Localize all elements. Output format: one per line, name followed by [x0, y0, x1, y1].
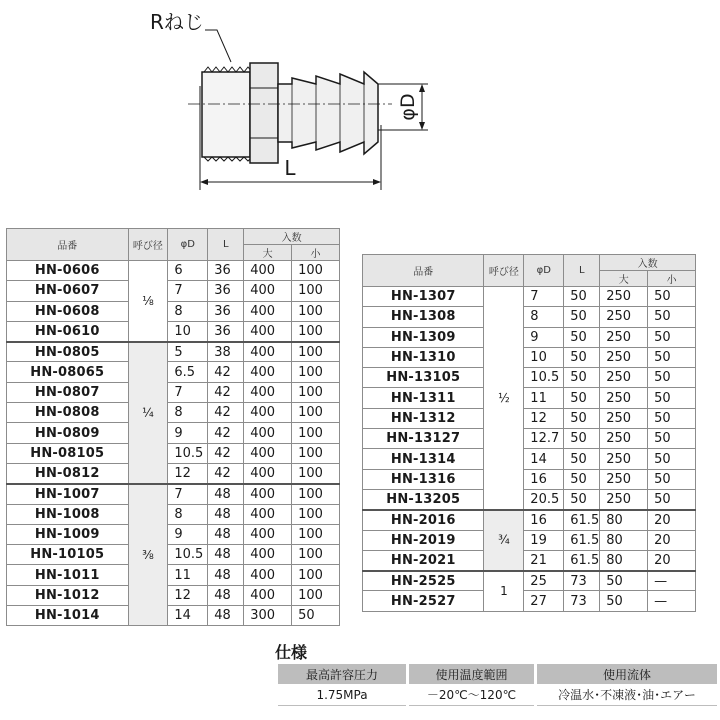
- diameter-value: 7: [168, 382, 208, 402]
- spec-value-fluid: 冷温水･不凍液･油･エアー: [537, 684, 717, 706]
- length-value: 36: [208, 281, 244, 301]
- part-number: HN-1307: [363, 287, 484, 307]
- part-number: HN-1312: [363, 408, 484, 428]
- qty-small-value: 100: [292, 403, 340, 423]
- length-value: 48: [208, 606, 244, 626]
- qty-large-value: 250: [600, 429, 648, 449]
- qty-large-value: 80: [600, 530, 648, 550]
- spec-value-pressure: 1.75MPa: [278, 684, 406, 706]
- header-large: 大: [244, 245, 292, 261]
- diameter-value: 9: [524, 327, 564, 347]
- diameter-value: 7: [168, 281, 208, 301]
- qty-small-value: 50: [648, 347, 696, 367]
- qty-small-value: 100: [292, 504, 340, 524]
- header-part-no: 品番: [363, 255, 484, 287]
- thread-teeth-top: [204, 67, 252, 72]
- table-row: [7, 565, 340, 585]
- diameter-value: 11: [524, 388, 564, 408]
- header-nominal: 呼び径: [484, 255, 524, 287]
- part-number: HN-1308: [363, 307, 484, 327]
- nominal-size: 1: [484, 571, 524, 612]
- qty-small-value: 50: [648, 388, 696, 408]
- length-value: 48: [208, 585, 244, 605]
- nominal-size: ¼: [128, 342, 168, 484]
- fitting-drawing-svg: [0, 0, 720, 210]
- part-number: HN-1007: [7, 484, 129, 504]
- hose-barb: [278, 72, 378, 154]
- qty-large-value: 400: [244, 321, 292, 341]
- part-number: HN-0807: [7, 382, 129, 402]
- table-row: [363, 287, 696, 307]
- qty-large-value: 400: [244, 463, 292, 483]
- qty-large-value: 400: [244, 585, 292, 605]
- length-value: 50: [564, 449, 600, 469]
- header-diameter: φD: [524, 255, 564, 287]
- length-value: 42: [208, 362, 244, 382]
- length-value: 61.5: [564, 510, 600, 530]
- diameter-value: 14: [524, 449, 564, 469]
- qty-large-value: 400: [244, 281, 292, 301]
- qty-large-value: 80: [600, 510, 648, 530]
- table-row: [363, 388, 696, 408]
- part-number: HN-08105: [7, 443, 129, 463]
- part-number: HN-0608: [7, 301, 129, 321]
- length-value: 50: [564, 347, 600, 367]
- qty-small-value: 100: [292, 545, 340, 565]
- qty-small-value: 50: [648, 287, 696, 307]
- qty-small-value: 50: [648, 429, 696, 449]
- qty-small-value: 20: [648, 530, 696, 550]
- table-row: [363, 449, 696, 469]
- table-row: [363, 408, 696, 428]
- diameter-value: 25: [524, 571, 564, 591]
- part-number: HN-1012: [7, 585, 129, 605]
- part-number: HN-2525: [363, 571, 484, 591]
- qty-small-value: 100: [292, 423, 340, 443]
- diameter-value: 9: [168, 524, 208, 544]
- qty-large-value: 400: [244, 565, 292, 585]
- qty-small-value: 100: [292, 281, 340, 301]
- length-value: 42: [208, 443, 244, 463]
- spec-title: 仕様: [275, 643, 308, 662]
- length-value: 50: [564, 429, 600, 449]
- length-value: 36: [208, 301, 244, 321]
- length-value: 61.5: [564, 550, 600, 570]
- table-row: [7, 382, 340, 402]
- diameter-value: 27: [524, 591, 564, 611]
- part-number: HN-0607: [7, 281, 129, 301]
- part-number: HN-1009: [7, 524, 129, 544]
- right-product-table: [362, 254, 696, 612]
- part-number: HN-13127: [363, 429, 484, 449]
- diameter-value: 10.5: [168, 443, 208, 463]
- diameter-label: φD: [397, 93, 419, 121]
- length-value: 42: [208, 463, 244, 483]
- diameter-value: 10.5: [524, 368, 564, 388]
- qty-small-value: 100: [292, 565, 340, 585]
- table-row: [363, 347, 696, 367]
- table-row: [363, 307, 696, 327]
- qty-large-value: 400: [244, 362, 292, 382]
- length-value: 61.5: [564, 530, 600, 550]
- table-row: [7, 261, 340, 281]
- qty-small-value: 100: [292, 301, 340, 321]
- left-table-body: [7, 261, 340, 626]
- header-large: 大: [600, 271, 648, 287]
- header-diameter: φD: [168, 229, 208, 261]
- length-value: 73: [564, 591, 600, 611]
- qty-large-value: 250: [600, 408, 648, 428]
- spec-value-temperature: －20℃～120℃: [409, 684, 534, 706]
- length-value: 38: [208, 342, 244, 362]
- diameter-value: 6.5: [168, 362, 208, 382]
- diameter-value: 9: [168, 423, 208, 443]
- qty-large-value: 400: [244, 545, 292, 565]
- qty-large-value: 250: [600, 287, 648, 307]
- qty-large-value: 80: [600, 550, 648, 570]
- qty-small-value: —: [648, 571, 696, 591]
- length-value: 73: [564, 571, 600, 591]
- length-value: 36: [208, 321, 244, 341]
- qty-small-value: 100: [292, 484, 340, 504]
- qty-small-value: 50: [292, 606, 340, 626]
- qty-large-value: 400: [244, 443, 292, 463]
- thread-teeth-bottom: [204, 157, 252, 161]
- diameter-value: 10.5: [168, 545, 208, 565]
- qty-small-value: 50: [648, 408, 696, 428]
- diameter-value: 16: [524, 469, 564, 489]
- qty-large-value: 250: [600, 347, 648, 367]
- part-number: HN-1316: [363, 469, 484, 489]
- part-number: HN-13205: [363, 489, 484, 509]
- right-table-body: [363, 287, 696, 612]
- diameter-value: 7: [168, 484, 208, 504]
- length-value: 36: [208, 261, 244, 281]
- part-number: HN-13105: [363, 368, 484, 388]
- diameter-value: 8: [168, 301, 208, 321]
- diameter-value: 12: [168, 585, 208, 605]
- qty-large-value: 50: [600, 591, 648, 611]
- spec-table: [275, 664, 720, 706]
- thread-leader-line: [205, 30, 231, 62]
- qty-large-value: 400: [244, 301, 292, 321]
- part-number: HN-2019: [363, 530, 484, 550]
- part-number: HN-0606: [7, 261, 129, 281]
- table-row: [363, 530, 696, 550]
- qty-small-value: 100: [292, 261, 340, 281]
- qty-small-value: 50: [648, 449, 696, 469]
- length-value: 50: [564, 307, 600, 327]
- table-row: [363, 327, 696, 347]
- nominal-size: ¾: [484, 510, 524, 571]
- table-row: [7, 281, 340, 301]
- table-row: [7, 362, 340, 382]
- qty-large-value: 400: [244, 403, 292, 423]
- table-row: [7, 585, 340, 605]
- diameter-value: 16: [524, 510, 564, 530]
- length-value: 48: [208, 524, 244, 544]
- length-label: L: [284, 156, 296, 180]
- thread-body: [202, 72, 250, 157]
- qty-small-value: 100: [292, 524, 340, 544]
- qty-large-value: 400: [244, 382, 292, 402]
- length-value: 50: [564, 388, 600, 408]
- qty-small-value: 20: [648, 510, 696, 530]
- part-number: HN-1008: [7, 504, 129, 524]
- left-product-table: [6, 228, 340, 626]
- table-row: [7, 545, 340, 565]
- diameter-value: 8: [168, 504, 208, 524]
- length-value: 48: [208, 504, 244, 524]
- qty-large-value: 50: [600, 571, 648, 591]
- header-small: 小: [292, 245, 340, 261]
- part-number: HN-0805: [7, 342, 129, 362]
- fitting-drawing: [0, 0, 720, 210]
- table-row: [7, 321, 340, 341]
- part-number: HN-0610: [7, 321, 129, 341]
- qty-large-value: 400: [244, 524, 292, 544]
- spec-header-temperature: 使用温度範囲: [409, 664, 534, 684]
- diameter-value: 11: [168, 565, 208, 585]
- header-length: L: [208, 229, 244, 261]
- table-row: [363, 489, 696, 509]
- qty-large-value: 250: [600, 388, 648, 408]
- table-row: [7, 484, 340, 504]
- part-number: HN-08065: [7, 362, 129, 382]
- diameter-value: 8: [524, 307, 564, 327]
- qty-small-value: 50: [648, 327, 696, 347]
- table-row: [7, 443, 340, 463]
- table-row: [7, 504, 340, 524]
- diameter-value: 5: [168, 342, 208, 362]
- qty-small-value: 100: [292, 362, 340, 382]
- diameter-value: 14: [168, 606, 208, 626]
- qty-large-value: 400: [244, 504, 292, 524]
- qty-small-value: 100: [292, 342, 340, 362]
- diameter-value: 8: [168, 403, 208, 423]
- diameter-value: 21: [524, 550, 564, 570]
- qty-large-value: 250: [600, 307, 648, 327]
- table-row: [7, 524, 340, 544]
- diameter-value: 19: [524, 530, 564, 550]
- table-row: [7, 342, 340, 362]
- qty-small-value: —: [648, 591, 696, 611]
- part-number: HN-1310: [363, 347, 484, 367]
- qty-large-value: 400: [244, 423, 292, 443]
- qty-small-value: 100: [292, 463, 340, 483]
- part-number: HN-0809: [7, 423, 129, 443]
- qty-large-value: 250: [600, 469, 648, 489]
- length-value: 42: [208, 382, 244, 402]
- part-number: HN-1011: [7, 565, 129, 585]
- table-row: [7, 606, 340, 626]
- length-value: 50: [564, 408, 600, 428]
- header-part-no: 品番: [7, 229, 129, 261]
- nominal-size: ⅛: [128, 261, 168, 342]
- qty-large-value: 300: [244, 606, 292, 626]
- qty-large-value: 400: [244, 484, 292, 504]
- qty-large-value: 250: [600, 327, 648, 347]
- diameter-value: 12: [524, 408, 564, 428]
- length-value: 42: [208, 423, 244, 443]
- length-value: 48: [208, 484, 244, 504]
- part-number: HN-1014: [7, 606, 129, 626]
- length-value: 50: [564, 489, 600, 509]
- part-number: HN-1314: [363, 449, 484, 469]
- qty-large-value: 250: [600, 489, 648, 509]
- table-row: [7, 301, 340, 321]
- table-row: [363, 591, 696, 611]
- header-nominal: 呼び径: [128, 229, 168, 261]
- thread-label: Rねじ: [150, 10, 204, 34]
- part-number: HN-1309: [363, 327, 484, 347]
- table-row: [363, 469, 696, 489]
- qty-small-value: 100: [292, 321, 340, 341]
- table-row: [363, 550, 696, 570]
- spec-header-fluid: 使用流体: [537, 664, 717, 684]
- qty-large-value: 400: [244, 261, 292, 281]
- table-row: [7, 423, 340, 443]
- part-number: HN-0812: [7, 463, 129, 483]
- header-small: 小: [648, 271, 696, 287]
- part-number: HN-10105: [7, 545, 129, 565]
- part-number: HN-2527: [363, 591, 484, 611]
- part-number: HN-2016: [363, 510, 484, 530]
- part-number: HN-0808: [7, 403, 129, 423]
- diameter-value: 10: [168, 321, 208, 341]
- table-row: [363, 429, 696, 449]
- length-value: 50: [564, 469, 600, 489]
- qty-small-value: 50: [648, 469, 696, 489]
- qty-small-value: 100: [292, 443, 340, 463]
- length-value: 50: [564, 287, 600, 307]
- qty-small-value: 100: [292, 585, 340, 605]
- spec-header-pressure: 最高許容圧力: [278, 664, 406, 684]
- qty-small-value: 20: [648, 550, 696, 570]
- qty-small-value: 50: [648, 307, 696, 327]
- table-row: [363, 368, 696, 388]
- qty-large-value: 250: [600, 368, 648, 388]
- qty-large-value: 400: [244, 342, 292, 362]
- qty-small-value: 50: [648, 489, 696, 509]
- hex-nut: [250, 63, 278, 163]
- diameter-value: 12: [168, 463, 208, 483]
- nominal-size: ⅜: [128, 484, 168, 626]
- part-number: HN-2021: [363, 550, 484, 570]
- part-number: HN-1311: [363, 388, 484, 408]
- qty-small-value: 100: [292, 382, 340, 402]
- length-value: 50: [564, 327, 600, 347]
- length-value: 48: [208, 565, 244, 585]
- table-row: [363, 571, 696, 591]
- table-row: [7, 403, 340, 423]
- header-quantity: 入数: [244, 229, 340, 245]
- header-quantity: 入数: [600, 255, 696, 271]
- table-row: [363, 510, 696, 530]
- diameter-value: 20.5: [524, 489, 564, 509]
- length-value: 48: [208, 545, 244, 565]
- length-value: 42: [208, 403, 244, 423]
- table-row: [7, 463, 340, 483]
- qty-small-value: 50: [648, 368, 696, 388]
- diameter-value: 7: [524, 287, 564, 307]
- diameter-value: 6: [168, 261, 208, 281]
- header-length: L: [564, 255, 600, 287]
- diameter-value: 10: [524, 347, 564, 367]
- qty-large-value: 250: [600, 449, 648, 469]
- nominal-size: ½: [484, 287, 524, 510]
- diameter-value: 12.7: [524, 429, 564, 449]
- length-value: 50: [564, 368, 600, 388]
